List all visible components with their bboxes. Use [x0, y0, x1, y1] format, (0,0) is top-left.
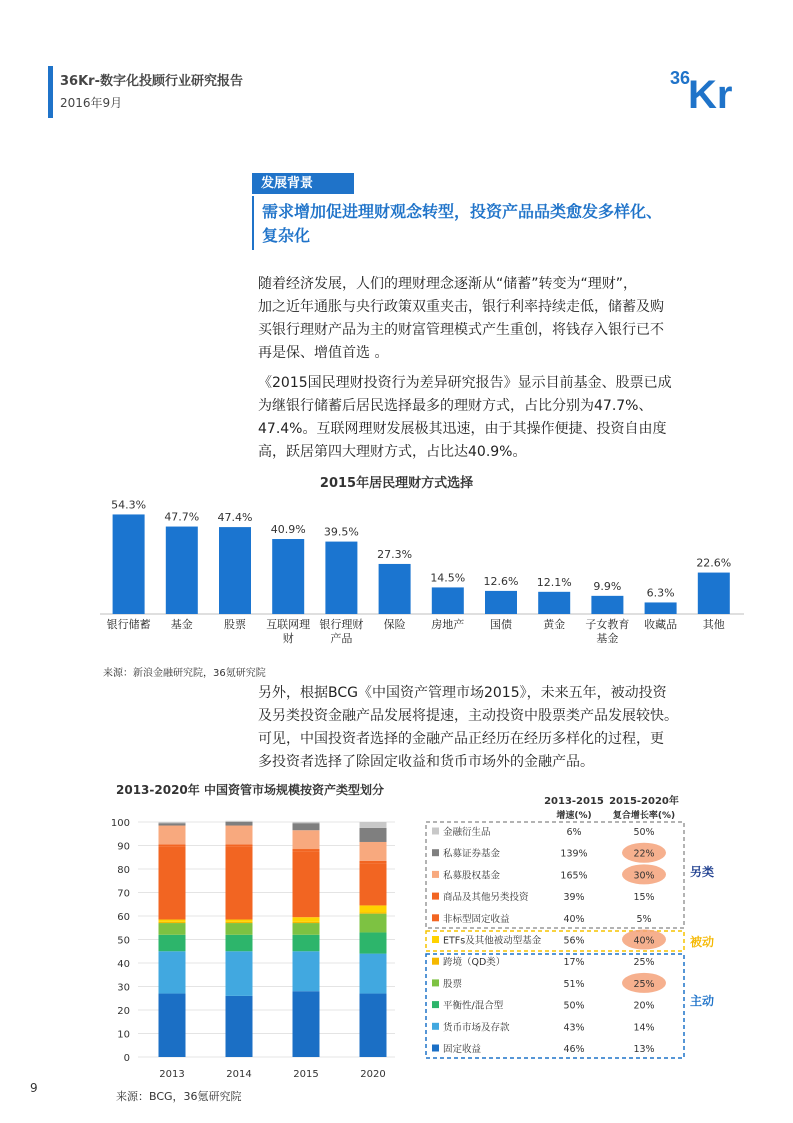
- legend-row-name: 固定收益: [443, 1044, 482, 1055]
- paragraph-economy: [258, 273, 728, 365]
- legend-col-header: 2015-2020年: [609, 796, 679, 807]
- paragraph-report: [258, 372, 728, 464]
- legend-cagr-2015-2020: 13%: [633, 1044, 655, 1055]
- chart1-value-label: 54.3%: [111, 498, 147, 512]
- chart2-bar-segment: [293, 849, 320, 851]
- chart1-source: 来源：新浪金融研究院，36氪研究院: [103, 668, 266, 679]
- chart2-bar-segment: [226, 922, 253, 923]
- legend-cagr-2015-2020: 5%: [636, 913, 652, 925]
- legend-swatch: [432, 828, 439, 835]
- legend-cagr-2015-2020: 25%: [633, 957, 655, 969]
- svg-text:Kr: Kr: [688, 73, 733, 110]
- group-label-active: 主动: [690, 994, 715, 1008]
- paragraph-line: 多投资者选择了除固定收益和货币市场外的金融产品。: [258, 754, 594, 770]
- legend-cagr-2015-2020: 30%: [633, 870, 655, 882]
- page-number: 9: [30, 1081, 38, 1095]
- chart2-bar-segment: [159, 922, 186, 923]
- paragraph-line: 可见，中国投资者选择的金融产品正经历在经历多样化的过程，更: [258, 731, 664, 747]
- legend-row-name: ETFs及其他被动型基金: [443, 935, 542, 947]
- legend-col-header: 2013-2015: [544, 796, 604, 807]
- chart2-y-tick: 50: [117, 935, 130, 947]
- legend-swatch: [432, 871, 439, 878]
- chart1-value-label: 14.5%: [430, 571, 466, 585]
- chart2-y-tick: 30: [117, 982, 130, 994]
- chart1-bar: [645, 602, 677, 614]
- group-label-alternative: 另类: [690, 865, 715, 879]
- legend-row-name: 私募证券基金: [443, 848, 501, 860]
- paragraph-line: 为继银行储蓄后居民选择最多的理财方式，占比分别为47.7%、: [258, 398, 653, 414]
- chart1-category-label: 黄金: [543, 618, 566, 631]
- chart1-value-label: 12.1%: [536, 575, 572, 589]
- legend-swatch: [432, 979, 439, 986]
- chart2-x-tick: 2020: [360, 1069, 386, 1080]
- chart1-bar: [325, 542, 357, 614]
- chart2-y-tick: 60: [117, 912, 130, 923]
- chart2-y-tick: 80: [117, 865, 130, 876]
- chart2-bar-segment: [293, 922, 320, 923]
- chart2-y-tick: 40: [117, 959, 130, 970]
- legend-growth-2013-2015: 39%: [563, 892, 585, 904]
- legend-growth-2013-2015: 51%: [563, 978, 585, 990]
- chart1-value-label: 22.6%: [696, 556, 732, 570]
- chart1-category-label: 银行储蓄: [106, 618, 151, 631]
- chart2-bar-segment: [293, 830, 320, 849]
- legend-cagr-2015-2020: 25%: [633, 978, 655, 990]
- legend-swatch: [432, 1023, 439, 1030]
- chart2-bar-segment: [360, 822, 387, 828]
- legend-swatch: [432, 1001, 439, 1008]
- legend-row-name: 货币市场及存款: [443, 1022, 510, 1034]
- paragraph-line: 《2015国民理财投资行为差异研究报告》显示目前基金、股票已成: [258, 375, 672, 391]
- chart2-bar-segment: [226, 847, 253, 920]
- section-title: [262, 200, 722, 248]
- chart2-bar-segment: [360, 912, 387, 913]
- chart2-bar-segment: [159, 844, 186, 846]
- chart2-bar-segment: [159, 823, 186, 825]
- chart2-x-tick: 2013: [159, 1069, 185, 1080]
- chart2-bar-segment: [159, 951, 186, 993]
- paragraph-line: 随着经济发展，人们的理财理念逐渐从“储蓄”转变为“理财”，: [258, 276, 638, 292]
- legend-swatch: [432, 914, 439, 921]
- chart1-category-label: 财: [282, 632, 294, 645]
- paragraph-line: 再是保、增值首选 。: [258, 345, 389, 361]
- chart2-bar-segment: [293, 851, 320, 917]
- chart1-bar: [272, 539, 304, 614]
- chart2-bar-segment: [226, 821, 253, 822]
- chart2-bar-segment: [293, 923, 320, 935]
- legend-row-name: 商品及其他另类投资: [443, 892, 529, 904]
- legend-row-name: 私募股权基金: [443, 870, 501, 882]
- chart2-bar-segment: [293, 935, 320, 951]
- svg-text:36: 36: [670, 68, 691, 88]
- chart2-bar-segment: [360, 861, 387, 863]
- legend-cagr-2015-2020: 50%: [633, 827, 655, 838]
- paragraph-line: 买银行理财产品为主的财富管理模式产生重创，将钱存入银行已不: [258, 322, 664, 338]
- chart1-value-label: 39.5%: [323, 525, 359, 539]
- legend-row-name: 非标型固定收益: [443, 913, 510, 925]
- chart2-bar-segment: [226, 920, 253, 922]
- legend-cagr-2015-2020: 22%: [633, 848, 655, 860]
- chart1-bar: [538, 592, 570, 614]
- chart1-category-label: 保险: [383, 618, 406, 631]
- chart1-bar: [166, 527, 198, 614]
- paragraph-line: 加之近年通胀与央行政策双重夹击，银行利率持续走低，储蓄及购: [258, 299, 664, 315]
- legend-col-header: 增速(%): [556, 811, 592, 821]
- legend-growth-2013-2015: 46%: [563, 1044, 585, 1055]
- legend-swatch: [432, 1045, 439, 1052]
- chart1-bar: [591, 596, 623, 614]
- chart2-bar-segment: [159, 920, 186, 922]
- legend-growth-2013-2015: 17%: [563, 957, 585, 969]
- legend-swatch: [432, 936, 439, 943]
- legend-growth-2013-2015: 165%: [560, 870, 588, 882]
- section-title-bar: [252, 196, 254, 250]
- chart1-bar: [379, 564, 411, 614]
- report-title: 36Kr-数字化投顾行业研究报告: [60, 74, 243, 89]
- chart2-bar-segment: [159, 923, 186, 935]
- legend-cagr-2015-2020: 15%: [633, 892, 655, 904]
- chart1-bar: [113, 514, 145, 614]
- legend-row-name: 平衡性/混合型: [443, 1000, 504, 1012]
- chart1-value-label: 6.3%: [646, 586, 675, 600]
- legend-col-header: 复合增长率(%): [612, 811, 676, 821]
- chart2-bar-segment: [226, 826, 253, 845]
- legend-row-name: 股票: [443, 978, 463, 990]
- legend-growth-2013-2015: 40%: [563, 913, 585, 925]
- chart2-y-tick: 10: [117, 1029, 130, 1041]
- legend-growth-2013-2015: 6%: [566, 827, 582, 838]
- 36kr-logo: [668, 62, 750, 110]
- chart2-bar-segment: [159, 826, 186, 845]
- chart2-bar-segment: [360, 954, 387, 994]
- chart1-value-label: 27.3%: [377, 547, 413, 561]
- paragraph-line: 47.4%。互联网理财发展极其迅速，由于其操作便捷、投资自由度: [258, 421, 667, 437]
- paragraph-line: 高，跃居第四大理财方式，占比达40.9%。: [258, 444, 527, 460]
- chart1-category-label: 基金: [170, 618, 193, 631]
- section-title-line: 复杂化: [262, 226, 311, 245]
- chart1-value-label: 12.6%: [483, 574, 519, 588]
- header-accent-bar: [48, 66, 53, 118]
- chart2-bar-segment: [226, 844, 253, 846]
- chart2-bar-segment: [360, 863, 387, 905]
- chart2-y-tick: 90: [117, 841, 130, 853]
- chart1-category-label: 收藏品: [644, 618, 678, 631]
- chart2-bar-segment: [226, 923, 253, 935]
- chart1-category-label: 子女教育: [585, 618, 630, 631]
- legend-cagr-2015-2020: 20%: [633, 1000, 655, 1012]
- chart2-bar-segment: [293, 917, 320, 922]
- chart2-bar-segment: [159, 822, 186, 823]
- chart1-category-label: 互联网理: [266, 618, 311, 631]
- chart2-bar-segment: [293, 991, 320, 1057]
- chart2-legend-table: [420, 792, 730, 1062]
- chart2-y-tick: 20: [117, 1006, 130, 1017]
- chart1-category-label: 股票: [224, 618, 246, 631]
- chart2-stacked-bar-chart: [100, 810, 400, 1085]
- legend-row-name: 金融衍生品: [443, 827, 491, 838]
- chart2-bar-segment: [360, 932, 387, 953]
- chart1-category-label: 银行理财: [319, 618, 364, 631]
- chart2-bar-segment: [360, 994, 387, 1057]
- chart2-x-tick: 2015: [293, 1069, 319, 1080]
- chart1-title: 2015年居民理财方式选择: [319, 476, 474, 491]
- chart1-bar: [698, 573, 730, 614]
- chart2-bar-segment: [226, 935, 253, 951]
- chart1-category-label: 房地产: [431, 618, 465, 631]
- chart1-bar-chart: [100, 490, 750, 655]
- chart2-bar-segment: [293, 951, 320, 991]
- legend-swatch: [432, 849, 439, 856]
- chart2-bar-segment: [226, 822, 253, 826]
- chart2-bar-segment: [293, 823, 320, 830]
- chart2-y-tick: 70: [117, 888, 130, 900]
- chart2-bar-segment: [159, 935, 186, 951]
- chart1-bar: [432, 587, 464, 614]
- chart1-value-label: 47.4%: [217, 511, 253, 525]
- legend-cagr-2015-2020: 40%: [633, 935, 655, 947]
- chart1-value-label: 47.7%: [164, 510, 200, 524]
- chart2-bar-segment: [360, 842, 387, 861]
- chart1-value-label: 40.9%: [270, 523, 306, 537]
- chart2-y-tick: 0: [123, 1053, 130, 1064]
- chart2-bar-segment: [293, 822, 320, 823]
- chart2-title: 2013-2020年 中国资管市场规模按资产类型划分: [116, 783, 384, 797]
- paragraph-bcg: [258, 682, 738, 774]
- legend-growth-2013-2015: 139%: [560, 848, 588, 860]
- legend-swatch: [432, 958, 439, 965]
- chart2-bar-segment: [360, 905, 387, 912]
- chart2-source: 来源：BCG，36氪研究院: [116, 1090, 242, 1103]
- chart1-category-label: 基金: [596, 632, 619, 645]
- chart2-bar-segment: [159, 847, 186, 920]
- legend-growth-2013-2015: 56%: [563, 935, 585, 947]
- chart1-value-label: 9.9%: [593, 579, 622, 593]
- section-tag: 发展背景: [252, 173, 354, 194]
- chart2-x-tick: 2014: [226, 1069, 252, 1080]
- chart2-y-tick: 100: [110, 818, 130, 829]
- chart1-bar: [219, 527, 251, 614]
- chart2-bar-segment: [226, 951, 253, 996]
- paragraph-line: 另外，根据BCG《中国资产管理市场2015》，未来五年，被动投资: [258, 685, 667, 701]
- chart2-bar-segment: [360, 914, 387, 933]
- chart2-bar-segment: [159, 994, 186, 1057]
- legend-growth-2013-2015: 43%: [563, 1022, 585, 1034]
- legend-growth-2013-2015: 50%: [563, 1000, 585, 1012]
- chart2-bar-segment: [226, 996, 253, 1057]
- chart1-category-label: 产品: [330, 632, 353, 645]
- legend-cagr-2015-2020: 14%: [633, 1022, 655, 1034]
- group-label-passive: 被动: [690, 935, 715, 949]
- legend-swatch: [432, 893, 439, 900]
- paragraph-line: 及另类投资金融产品发展将提速，主动投资中股票类产品发展较快。: [258, 708, 678, 724]
- chart2-bar-segment: [360, 828, 387, 842]
- legend-row-name: 跨境（QD类）: [443, 957, 506, 969]
- section-title-line: 需求增加促进理财观念转型，投资产品品类愈发多样化、: [262, 202, 663, 221]
- chart1-category-label: 其他: [702, 618, 725, 631]
- chart1-bar: [485, 591, 517, 614]
- report-date: 2016年9月: [60, 96, 123, 110]
- chart1-category-label: 国债: [490, 618, 512, 631]
